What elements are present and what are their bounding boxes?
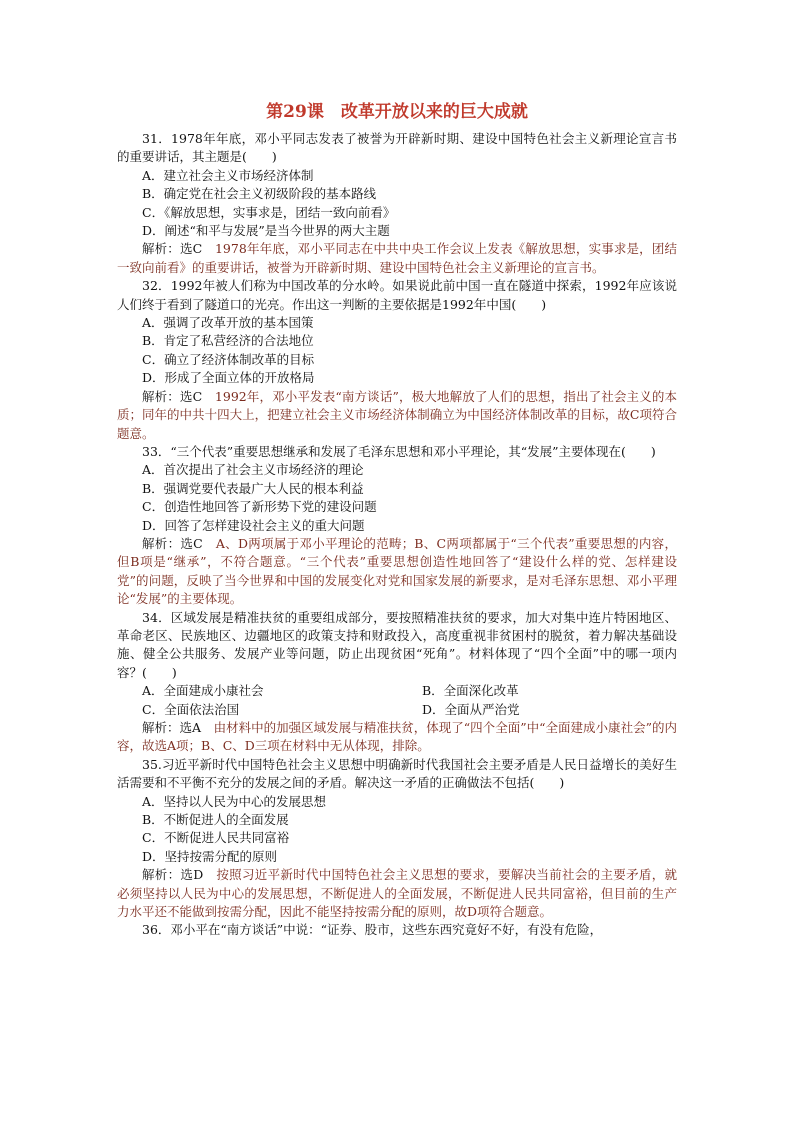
analysis-lead: 解析：选C — [142, 241, 215, 257]
question-33 — [117, 443, 677, 609]
option-b: B．全面深化改革 — [422, 683, 519, 699]
analysis — [117, 866, 677, 921]
question-stem: 32．1992年被人们称为中国改革的分水岭。如果说此前中国一直在隧道中探索，1992年应该说人们终于看到了隧道口的光亮。作出这一判断的主要依据是1992年中国( ) — [117, 278, 677, 312]
option-d: D．全面从严治党 — [422, 701, 520, 717]
option-d: D．回答了怎样建设社会主义的重大问题 — [142, 517, 365, 533]
page-title: 第29课 改革开放以来的巨大成就 — [266, 102, 528, 122]
option-c: C．全面依法治国 — [142, 701, 240, 717]
question-stem: 33．“三个代表”重要思想继承和发展了毛泽东思想和邓小平理论，其“发展”主要体现在( ) — [142, 443, 656, 459]
analysis — [117, 240, 677, 277]
analysis — [117, 388, 677, 443]
option-a: A．建立社会主义市场经济体制 — [142, 167, 314, 183]
analysis-lead: 解析：选C — [142, 388, 215, 404]
option-b: B．肯定了私营经济的合法地位 — [142, 333, 314, 349]
question-stem: 35.习近平新时代中国特色社会主义思想中明确新时代我国社会主要矛盾是人民日益增长的美好生活需要和不平衡不充分的发展之间的矛盾。解决这一矛盾的正确做法不包括( ) — [117, 756, 677, 791]
question-34 — [117, 609, 677, 756]
option-b: B．不断促进人的全面发展 — [142, 812, 289, 828]
analysis-body: 由材料中的加强区域发展与精准扶贫，体现了“四个全面”中“全面建成小康社会”的内容，故选A项；B、C、D三项在材料中无从体现，排除。 — [117, 720, 677, 754]
question-35 — [117, 756, 677, 922]
option-a: A．强调了改革开放的基本国策 — [142, 315, 314, 331]
option-c: C．不断促进人民共同富裕 — [142, 830, 290, 846]
analysis-body: 按照习近平新时代中国特色社会主义思想的要求，要解决当前社会的主要矛盾，就必须坚持以人民为中心的发展思想，不断促进人的全面发展，不断促进人民共同富裕，但目前的生产力水平还不能做到按需分配，因此不能坚持按需分配的原则，故D项符合题意。 — [117, 867, 677, 920]
option-a: A．坚持以人民为中心的发展思想 — [142, 793, 327, 809]
question-36 — [117, 921, 677, 939]
option-d: D．坚持按需分配的原则 — [142, 848, 278, 864]
option-b: B．强调党要代表最广大人民的根本利益 — [142, 480, 364, 496]
question-31 — [117, 130, 677, 277]
analysis — [117, 535, 677, 609]
option-d: D．阐述“和平与发展”是当今世界的两大主题 — [142, 223, 390, 239]
option-c: C．《解放思想，实事求是，团结一致向前看》 — [142, 204, 396, 220]
question-stem: 31．1978年年底，邓小平同志发表了被誉为开辟新时期、建设中国特色社会主义新理论宣言书的重要讲话，其主题是( ) — [117, 131, 677, 165]
analysis-lead: 解析：选D — [142, 867, 217, 883]
option-a: A．首次提出了社会主义市场经济的理论 — [142, 462, 364, 478]
analysis-lead: 解析：选C — [142, 535, 216, 551]
analysis-lead: 解析：选A — [142, 720, 214, 735]
option-d: D．形成了全面立体的开放格局 — [142, 370, 315, 386]
analysis-body: 1992年，邓小平发表“南方谈话”，极大地解放了人们的思想，指出了社会主义的本质；同年的中共十四大上，把建立社会主义市场经济体制确立为中国经济体制改革的目标，故C项符合题意。 — [117, 388, 677, 441]
question-32 — [117, 277, 677, 443]
options-row — [117, 701, 677, 719]
question-stem: 34．区域发展是精准扶贫的重要组成部分，要按照精准扶贫的要求，加大对集中连片特困地区、革命老区、民族地区、边疆地区的政策支持和财政投入，高度重视非贫困村的脱贫，着力解决基础设施、健全公共服务、发展产业等问题，防止出现贫困“死角”。材料体现了“四个全面”中的哪一项内容？( ) — [117, 609, 677, 680]
question-stem: 36．邓小平在“南方谈话”中说：“证券、股市，这些东西究竟好不好，有没有危险， — [142, 922, 603, 938]
document-page — [117, 100, 677, 940]
options-row — [117, 682, 677, 700]
option-c: C．创造性地回答了新形势下党的建设问题 — [142, 499, 377, 515]
option-a: A．全面建成小康社会 — [142, 683, 264, 699]
analysis-body: 1978年年底，邓小平同志在中共中央工作会议上发表《解放思想，实事求是，团结一致向前看》的重要讲话，被誉为开辟新时期、建设中国特色社会主义新理论的宣言书。 — [117, 241, 677, 275]
option-c: C．确立了经济体制改革的目标 — [142, 351, 315, 367]
analysis-body: A、D两项属于邓小平理论的范畴；B、C两项都属于“三个代表”重要思想的内容，但B项是“继承”，不符合题意。“三个代表”重要思想创造性地回答了“建设什么样的党、怎样建设党”的问题，反映了当今世界和中国的发展变化对党和国家发展的新要求，是对毛泽东思想、邓小平理论“发展”的主要体现。 — [117, 535, 677, 607]
option-b: B．确定党在社会主义初级阶段的基本路线 — [142, 186, 377, 202]
analysis — [117, 719, 677, 756]
